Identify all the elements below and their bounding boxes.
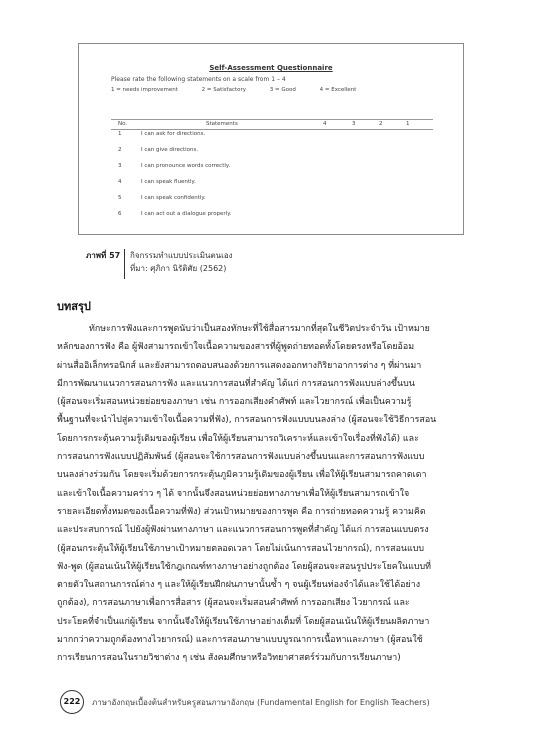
paragraph-line: (ผู้สอนจะเริ่มสอนหน่วยย่อยของภาษา เช่น การออกเสียงคำศัพท์ และไวยากรณ์ เพื่อเป็นความรู้	[57, 397, 412, 408]
questionnaire-title: Self-Assessment Questionnaire	[209, 64, 333, 72]
paragraph-line: หลักของการฟัง คือ ผู้ฟังสามารถเข้าใจเนื้อความของสารที่ผู้พูดถ่ายทอดทั้งโดยตรงหรือโดยอ้อม	[57, 342, 415, 353]
row-number: 2	[118, 147, 122, 153]
row-number: 1	[118, 131, 122, 137]
table-row	[111, 210, 433, 226]
summary-paragraph	[57, 320, 487, 668]
paragraph-line: ประโยคที่จำเป็นแก่ผู้เรียน จากนั้นจึงให้ผู้เรียนใช้ภาษาอย่างเต็มที่ โดยผู้สอนเน้นให้ผู้เรียนผลิตภาษา	[57, 616, 430, 627]
header-4: 4	[323, 121, 327, 127]
paragraph-line: (ผู้สอนกระตุ้นให้ผู้เรียนใช้ภาษาเป้าหมายตลอดเวลา โดยไม่เน้นการสอนไวยากรณ์), การสอนแบบ	[57, 543, 424, 554]
header-1: 1	[406, 121, 410, 127]
caption-text	[130, 249, 233, 275]
table-row	[111, 130, 433, 146]
paragraph-line: บนลงล่างร่วมกัน โดยจะเริ่มด้วยการกระตุ้นภูมิความรู้เดิมของผู้เรียน เพื่อให้ผู้เรียนสามารถคาดเดา	[57, 470, 427, 481]
table-row	[111, 146, 433, 162]
scale-item: 4 = Excellent	[319, 87, 357, 93]
paragraph-line: การเรียนการสอนในรายวิชาต่าง ๆ เช่น สังคมศึกษาหรือวิทยาศาสตร์ร่วมกับการเรียนภาษา)	[57, 653, 401, 664]
questionnaire-instruction: Please rate the following statements on a scale from 1 – 4	[111, 76, 286, 83]
caption-divider	[124, 249, 125, 279]
header-no: No.	[118, 121, 128, 127]
table-row	[111, 194, 433, 210]
table-row	[111, 178, 433, 194]
table-row	[111, 162, 433, 178]
row-statement: I can speak fluently.	[141, 179, 196, 185]
paragraph-line: รายละเอียดทั้งหมดของเนื้อความที่ฟัง) ส่วนเป้าหมายของการพูด คือ การถ่ายทอดความรู้ ความคิด	[57, 506, 426, 517]
scale-item: 3 = Good	[269, 87, 296, 93]
header-statements: Statements	[206, 121, 238, 127]
rating-scale	[111, 87, 441, 93]
row-number: 5	[118, 195, 122, 201]
row-statement: I can speak confidently.	[141, 195, 206, 201]
row-statement: I can pronounce words correctly.	[141, 163, 231, 169]
caption-source: ที่มา: ศุภิกา นิรัติศัย (2562)	[130, 264, 227, 273]
row-statement: I can give directions.	[141, 147, 199, 153]
paragraph-line: ถูกต้อง), การสอนภาษาเพื่อการสื่อสาร (ผู้สอนจะเริ่มสอนคำศัพท์ การออกเสียง ไวยากรณ์ และ	[57, 598, 410, 609]
page-number: 222	[60, 690, 84, 714]
paragraph-line: พื้นฐานที่จะนำไปสู่ความเข้าใจเนื้อความที่ฟัง), การสอนการฟังแบบบนลงล่าง (ผู้สอนจะใช้วิธีการสอน	[57, 415, 437, 426]
paragraph-line: ทักษะการฟังและการพูดนับว่าเป็นสองทักษะที่ใช้สื่อสารมากที่สุดในชีวิตประจำวัน เป้าหมาย	[89, 324, 430, 334]
paragraph-line: มากกว่าความถูกต้องทางไวยากรณ์) และการสอนภาษาแบบบูรณาการเนื้อหาและภาษา (ผู้สอนใช้	[57, 635, 423, 646]
row-statement: I can ask for directions.	[141, 131, 206, 137]
table-header	[111, 119, 433, 130]
section-heading: บทสรุป	[57, 300, 91, 313]
paragraph-line: โดยการกระตุ้นความรู้เดิมของผู้เรียน เพื่อให้ผู้เรียนสามารถวิเคราะห์และเข้าใจเรื่องที่ฟังได้) และ	[57, 433, 419, 444]
header-3: 3	[352, 121, 356, 127]
paragraph-line: และเข้าใจเนื้อความคร่าว ๆ ได้ จากนั้นจึงสอนหน่วยย่อยทางภาษาเพื่อให้ผู้เรียนสามารถเข้าใจ	[57, 488, 410, 499]
row-statement: I can act out a dialogue properly.	[141, 211, 232, 217]
questionnaire-table	[111, 119, 433, 226]
caption-line: กิจกรรมทำแบบประเมินตนเอง	[130, 251, 233, 260]
scale-item: 1 = needs improvement	[111, 87, 178, 93]
row-number: 3	[118, 163, 122, 169]
paragraph-line: ตายตัวในสถานการณ์ต่าง ๆ และให้ผู้เรียนฝึกฝนภาษานั้นซ้ำ ๆ จนผู้เรียนท่องจำได้และใช้ได้อย่าง	[57, 580, 421, 591]
header-2: 2	[379, 121, 383, 127]
page-footer	[60, 690, 480, 714]
paragraph-line: การสอนการฟังแบบปฏิสัมพันธ์ (ผู้สอนจะใช้การสอนการฟังแบบล่างขึ้นบนและการสอนการฟังแบบ	[57, 452, 425, 463]
paragraph-line: ผ่านสื่ออิเล็กทรอนิกส์ และยังสามารถตอบสนองด้วยการแสดงออกทางกิริยาอาการต่าง ๆ ที่ผ่านมา	[57, 360, 422, 371]
scale-item: 2 = Satisfactory	[201, 87, 247, 93]
caption-label: ภาพที่ 57	[86, 251, 121, 260]
paragraph-line: และประสบการณ์ ไปยังผู้ฟังผ่านทางภาษา และแนวการสอนการพูดที่สำคัญ ได้แก่ การสอนแบบตรง	[57, 525, 429, 536]
row-number: 6	[118, 211, 122, 217]
paragraph-line: มีการพัฒนาแนวการสอนการฟัง และแนวการสอนที่สำคัญ ได้แก่ การสอนการฟังแบบล่างขึ้นบน	[57, 378, 415, 389]
row-number: 4	[118, 179, 122, 185]
running-footer-title: ภาษาอังกฤษเบื้องต้นสำหรับครูสอนภาษาอังกฤษ (Fundamental English for English Teachers)	[92, 698, 430, 707]
questionnaire-figure	[78, 43, 464, 235]
paragraph-line: ฟัง-พูด (ผู้สอนเน้นให้ผู้เรียนใช้กฎเกณฑ์ทางภาษาอย่างถูกต้อง โดยผู้สอนจะสอนรูปประโยคในแบบที่	[57, 561, 431, 572]
